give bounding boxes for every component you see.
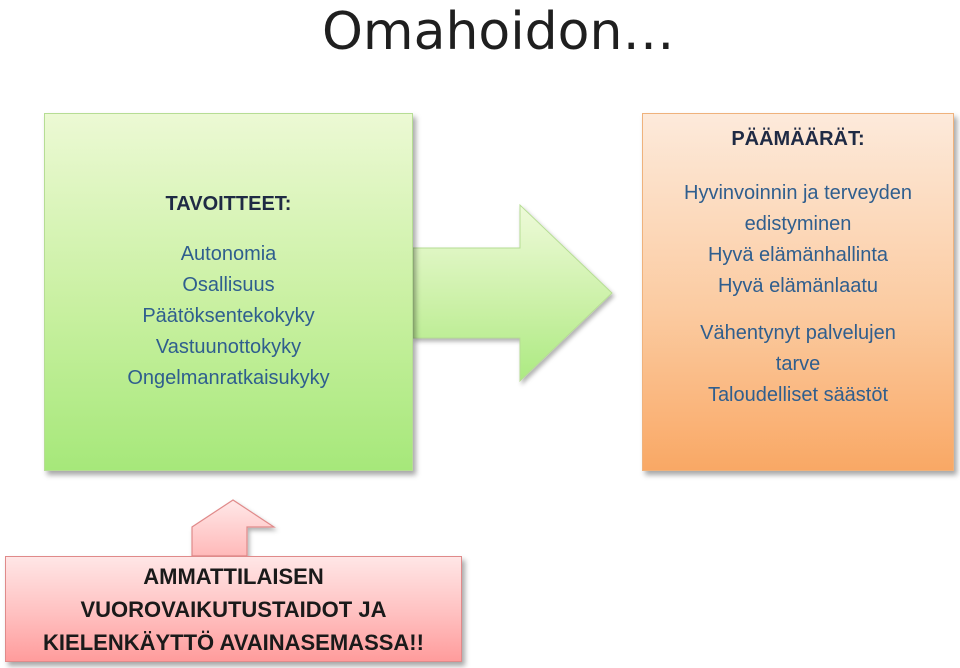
professional-skills-box <box>5 556 462 662</box>
goals-box <box>44 113 413 471</box>
aim-item: tarve <box>775 353 821 375</box>
up-arrow-icon <box>192 500 274 556</box>
aim-item: edistyminen <box>744 213 852 235</box>
skills-line: KIELENKÄYTTÖ AVAINASEMASSA!! <box>43 629 424 655</box>
goal-item: Ongelmanratkaisukyky <box>127 366 330 389</box>
page-title: Omahoidon… <box>322 2 675 62</box>
aims-heading: PÄÄMÄÄRÄT: <box>731 128 865 150</box>
skills-line: VUOROVAIKUTUSTAIDOT JA <box>80 596 387 622</box>
goal-item: Autonomia <box>180 242 277 265</box>
aim-item: Hyvä elämänhallinta <box>707 244 889 266</box>
aim-item: Taloudelliset säästöt <box>707 384 889 406</box>
goals-heading: TAVOITTEET: <box>165 192 292 215</box>
aims-box <box>642 113 954 471</box>
aim-item: Hyvä elämänlaatu <box>717 275 879 297</box>
goal-item: Osallisuus <box>182 273 275 296</box>
aim-item: Vähentynyt palvelujen <box>700 322 896 344</box>
aim-item: Hyvinvoinnin ja terveyden <box>684 182 912 204</box>
right-arrow-icon <box>413 205 612 381</box>
skills-line: AMMATTILAISEN <box>143 563 324 589</box>
goal-item: Vastuunottokyky <box>155 335 302 358</box>
goal-item: Päätöksentekokyky <box>142 304 315 327</box>
